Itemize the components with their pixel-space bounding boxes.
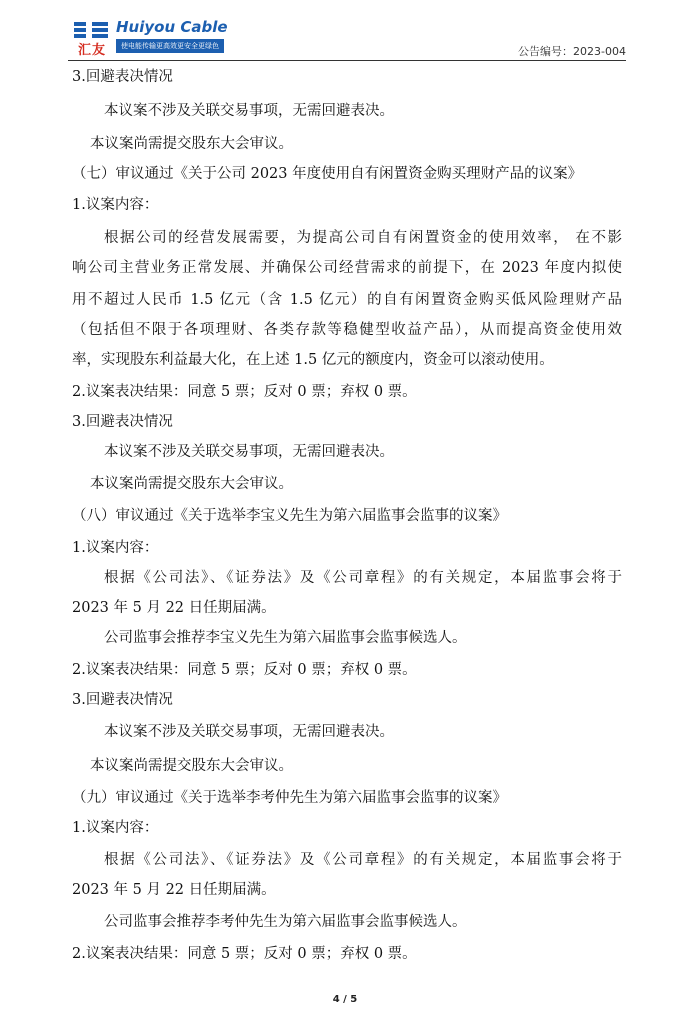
vote-result: 2.议案表决结果：同意 5 票；反对 0 票；弃权 0 票。 [72,946,417,962]
section-heading: 3.回避表决情况 [72,69,173,85]
vote-result: 2.议案表决结果：同意 5 票；反对 0 票；弃权 0 票。 [72,384,417,400]
paragraph: （包括但不限于各项理财、各类存款等稳健型收益产品），从而提高资金使用效 [72,322,622,338]
section-heading: 1.议案内容： [72,820,159,836]
paragraph: 本议案尚需提交股东大会审议。 [90,136,293,152]
section-heading: 1.议案内容： [72,540,159,556]
paragraph: 2023 年 5 月 22 日任期届满。 [72,882,276,898]
motion-title: （八）审议通过《关于选举李宝义先生为第六届监事会监事的议案》 [72,508,507,524]
paragraph: 用不超过人民币 1.5 亿元（含 1.5 亿元）的自有闲置资金购买低风险理财产品 [72,292,622,308]
logo-brand-cn: 汇友 [77,43,106,58]
paragraph: 本议案不涉及关联交易事项，无需回避表决。 [104,103,394,119]
paragraph: 根据公司的经营发展需要，为提高公司自有闲置资金的使用效率， 在不影 [104,230,622,246]
company-logo [68,18,228,58]
section-heading: 3.回避表决情况 [72,692,173,708]
section-heading: 3.回避表决情况 [72,414,173,430]
paragraph: 公司监事会推荐李宝义先生为第六届监事会监事候选人。 [104,630,467,646]
paragraph: 公司监事会推荐李考仲先生为第六届监事会监事候选人。 [104,914,467,930]
paragraph: 本议案不涉及关联交易事项，无需回避表决。 [104,724,394,740]
paragraph: 根据《公司法》、《证券法》及《公司章程》的有关规定，本届监事会将于 [104,852,622,868]
page-header [68,18,626,61]
paragraph: 根据《公司法》、《证券法》及《公司章程》的有关规定，本届监事会将于 [104,570,622,586]
paragraph: 本议案不涉及关联交易事项，无需回避表决。 [104,444,394,460]
motion-title: （七）审议通过《关于公司 2023 年度使用自有闲置资金购买理财产品的议案》 [72,166,583,182]
paragraph: 本议案尚需提交股东大会审议。 [90,476,293,492]
paragraph: 2023 年 5 月 22 日任期届满。 [72,600,276,616]
paragraph: 本议案尚需提交股东大会审议。 [90,758,293,774]
section-heading: 1.议案内容： [72,197,159,213]
vote-result: 2.议案表决结果：同意 5 票；反对 0 票；弃权 0 票。 [72,662,417,678]
doc-number: 公告编号：2023-004 [518,45,626,58]
page-indicator: 4 / 5 [332,994,358,1005]
paragraph: 响公司主营业务正常发展、并确保公司经营需求的前提下，在 2023 年度内拟使 [72,260,622,276]
paragraph: 率，实现股东利益最大化，在上述 1.5 亿元的额度内，资金可以滚动使用。 [72,352,554,368]
logo-brand-en: Huiyou Cable [116,18,228,36]
motion-title: （九）审议通过《关于选举李考仲先生为第六届监事会监事的议案》 [72,790,507,806]
logo-slogan: 使电能传输更高效更安全更绿色 [116,39,224,53]
